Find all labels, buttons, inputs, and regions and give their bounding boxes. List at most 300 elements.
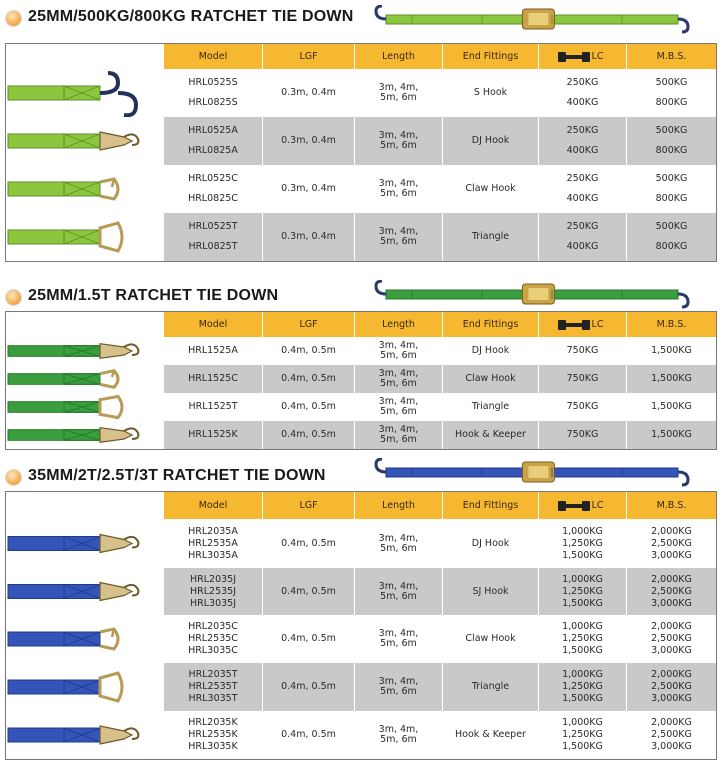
cell-models — [164, 711, 262, 759]
end-fitting-value: Triangle — [471, 401, 510, 412]
cell-lgf — [262, 365, 354, 393]
cell-end-fitting — [442, 365, 538, 393]
mbs-value: 2,000KG — [651, 717, 692, 728]
lc-bar-icon — [562, 323, 586, 327]
mbs-value: 1,500KG — [651, 429, 692, 440]
table-row — [6, 393, 716, 421]
cell-mbs — [626, 69, 716, 117]
models-value: HRL3035T — [188, 693, 238, 704]
lc-stack — [562, 669, 603, 705]
mbs-value: 500KG — [655, 173, 688, 184]
cell-length — [354, 165, 442, 213]
lc-stack — [567, 173, 599, 205]
models-stack — [188, 717, 237, 753]
ratchet-strap-banner-illustration — [372, 280, 692, 310]
mbs-value: 1,500KG — [651, 345, 692, 356]
mbs-value: 2,500KG — [651, 537, 692, 549]
cell-lgf — [262, 519, 354, 568]
header-lc-label: LC — [591, 50, 604, 62]
strap-picture — [6, 213, 164, 261]
mbs-value: 2,000KG — [651, 573, 692, 585]
lc-value: 1,000KG — [562, 717, 603, 728]
length-value: 5m, 6m — [380, 590, 417, 602]
lc-value: 400KG — [566, 241, 599, 252]
header-model-label: Model — [198, 318, 228, 330]
row-cells — [164, 365, 716, 393]
header-mbs — [626, 312, 716, 337]
claw-hook-icon — [6, 615, 162, 663]
cell-models — [164, 421, 262, 449]
table-row — [6, 711, 716, 759]
cell-lgf — [262, 421, 354, 449]
mbs-stack — [651, 429, 692, 441]
lgf-value: 0.4m, 0.5m — [281, 633, 336, 644]
strap-picture — [6, 117, 164, 165]
row-cells — [164, 117, 716, 165]
mbs-stack — [656, 173, 688, 205]
cell-mbs — [626, 615, 716, 663]
lc-value: 1,500KG — [562, 549, 603, 561]
mbs-value: 3,000KG — [651, 645, 692, 656]
row-cells — [164, 165, 716, 213]
row-cells — [164, 337, 716, 365]
length-value: 3m, 4m, — [378, 340, 419, 351]
row-cells — [164, 69, 716, 117]
models-value: HRL3035A — [188, 549, 238, 561]
models-value: HRL2035C — [188, 621, 238, 632]
models-value: HRL0825A — [188, 145, 238, 156]
models-stack — [188, 125, 238, 157]
lgf-value: 0.4m, 0.5m — [281, 373, 336, 384]
lgf-value: 0.4m, 0.5m — [281, 681, 336, 692]
lc-value: 1,500KG — [562, 693, 603, 704]
length-value: 5m, 6m — [380, 378, 417, 389]
lc-value: 1,000KG — [562, 621, 603, 632]
cell-length — [354, 213, 442, 261]
cell-models — [164, 69, 262, 117]
models-value: HRL2535J — [189, 585, 236, 597]
cell-mbs — [626, 711, 716, 759]
table-row — [6, 165, 716, 213]
models-stack — [188, 621, 238, 657]
header-lgf — [262, 312, 354, 337]
header-lgf-label: LGF — [299, 50, 318, 62]
lc-stack — [562, 621, 603, 657]
lc-stack — [562, 574, 603, 610]
models-value: HRL1525A — [188, 345, 238, 356]
cell-mbs — [626, 393, 716, 421]
cell-length — [354, 393, 442, 421]
header-end-label: End Fittings — [462, 318, 519, 330]
strap-picture — [6, 393, 164, 421]
strap-picture — [6, 421, 164, 449]
lc-stack — [567, 429, 599, 441]
end-fitting-value: Claw Hook — [465, 633, 516, 644]
lc-value: 1,250KG — [562, 633, 603, 644]
header-lc — [538, 44, 626, 69]
lc-header-wrap — [562, 319, 604, 331]
models-value: HRL2535A — [188, 537, 238, 549]
length-value: 3m, 4m, — [378, 532, 419, 544]
length-value: 3m, 4m, — [378, 628, 419, 639]
mbs-stack — [651, 621, 692, 657]
models-value: HRL2035K — [188, 717, 238, 728]
s-hook-icon — [6, 69, 162, 117]
mbs-value: 3,000KG — [651, 549, 692, 561]
cell-length — [354, 568, 442, 615]
lc-stack — [567, 77, 599, 109]
models-stack — [188, 401, 237, 413]
cell-mbs — [626, 337, 716, 365]
end-fitting-value: Claw Hook — [465, 373, 516, 384]
cell-length — [354, 337, 442, 365]
lc-stack — [567, 345, 599, 357]
cell-length — [354, 519, 442, 568]
lc-value: 1,500KG — [562, 741, 603, 752]
mbs-stack — [651, 401, 692, 413]
cell-lc — [538, 69, 626, 117]
cell-lgf — [262, 213, 354, 261]
end-fitting-value: SJ Hook — [472, 585, 509, 597]
lc-stack — [562, 717, 603, 753]
mbs-value: 2,500KG — [651, 585, 692, 597]
cell-lgf — [262, 117, 354, 165]
cell-length — [354, 365, 442, 393]
header-mbs-label: M.B.S. — [656, 318, 687, 330]
mbs-value: 2,500KG — [651, 729, 692, 740]
strap-picture — [6, 519, 164, 568]
lc-value: 1,250KG — [562, 681, 603, 692]
length-value: 5m, 6m — [380, 140, 417, 151]
lgf-value: 0.3m, 0.4m — [281, 135, 336, 146]
header-mbs — [626, 44, 716, 69]
length-value: 5m, 6m — [380, 350, 417, 361]
length-value: 5m, 6m — [380, 734, 417, 745]
lc-header-wrap — [562, 500, 604, 512]
cell-lc — [538, 365, 626, 393]
mbs-value: 3,000KG — [651, 597, 692, 609]
length-value: 5m, 6m — [380, 638, 417, 649]
cell-end-fitting — [442, 663, 538, 711]
lc-value: 400KG — [566, 193, 599, 204]
models-value: HRL2535T — [188, 681, 238, 692]
header-length-label: Length — [382, 499, 415, 511]
mbs-stack — [651, 669, 692, 705]
end-fitting-value: Claw Hook — [465, 183, 516, 194]
strap-picture — [6, 165, 164, 213]
mbs-stack — [651, 345, 692, 357]
dj-hook-icon — [6, 117, 162, 165]
end-fitting-value: Hook & Keeper — [455, 429, 526, 440]
header-lc-label: LC — [591, 499, 604, 511]
ratchet-strap-banner-illustration — [372, 458, 692, 488]
cell-lc — [538, 117, 626, 165]
mbs-stack — [656, 221, 688, 253]
models-stack — [188, 221, 237, 253]
models-value: HRL0525C — [188, 173, 238, 184]
header-lc-label: LC — [591, 318, 604, 330]
table-row — [6, 519, 716, 568]
cell-lc — [538, 663, 626, 711]
models-stack — [188, 669, 237, 705]
cell-mbs — [626, 365, 716, 393]
cell-lgf — [262, 393, 354, 421]
models-value: HRL0825S — [188, 97, 238, 108]
header-model — [164, 492, 262, 519]
header-length-label: Length — [382, 50, 415, 62]
header-blank — [6, 44, 164, 69]
cell-models — [164, 337, 262, 365]
mbs-value: 1,500KG — [651, 373, 692, 384]
strap-picture — [6, 568, 164, 615]
cell-lgf — [262, 711, 354, 759]
cell-end-fitting — [442, 69, 538, 117]
table-header-row — [6, 44, 716, 69]
header-lgf — [262, 492, 354, 519]
models-value: HRL0825C — [188, 193, 238, 204]
length-value: 3m, 4m, — [378, 424, 419, 435]
lc-stack — [567, 373, 599, 385]
cell-lc — [538, 615, 626, 663]
models-stack — [188, 345, 238, 357]
cell-end-fitting — [442, 393, 538, 421]
cell-lc — [538, 337, 626, 365]
length-value: 3m, 4m, — [378, 396, 419, 407]
cell-models — [164, 568, 262, 615]
cell-models — [164, 365, 262, 393]
table-row — [6, 117, 716, 165]
end-fitting-value: Triangle — [471, 231, 510, 242]
cell-lgf — [262, 663, 354, 711]
cell-length — [354, 421, 442, 449]
header-length — [354, 312, 442, 337]
models-stack — [188, 173, 238, 205]
cell-end-fitting — [442, 711, 538, 759]
header-lc — [538, 492, 626, 519]
section-title: 25MM/1.5T RATCHET TIE DOWN — [28, 287, 279, 304]
models-value: HRL0525T — [188, 221, 238, 232]
lgf-value: 0.4m, 0.5m — [281, 401, 336, 412]
row-cells — [164, 711, 716, 759]
mbs-value: 3,000KG — [651, 741, 692, 752]
mbs-value: 1,500KG — [651, 401, 692, 412]
lgf-value: 0.4m, 0.5m — [281, 429, 336, 440]
cell-end-fitting — [442, 337, 538, 365]
cell-end-fitting — [442, 165, 538, 213]
header-end — [442, 492, 538, 519]
header-model — [164, 312, 262, 337]
lc-value: 250KG — [566, 221, 599, 232]
cell-length — [354, 117, 442, 165]
lc-value: 750KG — [566, 429, 599, 440]
length-value: 3m, 4m, — [378, 178, 419, 189]
section-title: 35MM/2T/2.5T/3T RATCHET TIE DOWN — [28, 467, 326, 484]
table-row — [6, 663, 716, 711]
length-value: 3m, 4m, — [378, 130, 419, 141]
row-cells — [164, 393, 716, 421]
lc-value: 250KG — [566, 173, 599, 184]
header-blank — [6, 492, 164, 519]
cell-mbs — [626, 421, 716, 449]
lgf-value: 0.3m, 0.4m — [281, 231, 336, 242]
lc-value: 750KG — [566, 345, 599, 356]
cell-length — [354, 69, 442, 117]
table-row — [6, 365, 716, 393]
cell-lc — [538, 568, 626, 615]
models-stack — [188, 429, 237, 441]
cell-mbs — [626, 165, 716, 213]
cell-models — [164, 519, 262, 568]
header-end — [442, 312, 538, 337]
cell-mbs — [626, 117, 716, 165]
sj-hook-icon — [6, 568, 162, 615]
cell-models — [164, 615, 262, 663]
length-value: 5m, 6m — [380, 434, 417, 445]
lgf-value: 0.4m, 0.5m — [281, 345, 336, 356]
models-value: HRL3035C — [188, 645, 238, 656]
cell-mbs — [626, 663, 716, 711]
cell-length — [354, 615, 442, 663]
lc-value: 1,000KG — [562, 669, 603, 680]
dj-hook-icon — [6, 337, 162, 365]
lc-value: 1,250KG — [562, 537, 603, 549]
table-row — [6, 421, 716, 449]
lc-value: 750KG — [566, 401, 599, 412]
mbs-stack — [651, 574, 692, 610]
mbs-value: 500KG — [655, 125, 688, 136]
models-value: HRL2035J — [189, 573, 236, 585]
header-lc — [538, 312, 626, 337]
header-mbs-label: M.B.S. — [656, 499, 687, 511]
mbs-value: 2,500KG — [651, 681, 692, 692]
lc-value: 250KG — [566, 77, 599, 88]
header-mbs-label: M.B.S. — [656, 50, 687, 62]
lgf-value: 0.4m, 0.5m — [281, 537, 336, 549]
length-value: 3m, 4m, — [378, 82, 419, 93]
mbs-value: 800KG — [655, 241, 688, 252]
length-value: 3m, 4m, — [378, 368, 419, 379]
end-fitting-value: DJ Hook — [471, 537, 510, 549]
spec-table — [5, 491, 717, 760]
models-value: HRL0525S — [188, 77, 238, 88]
length-value: 5m, 6m — [380, 542, 417, 554]
models-value: HRL1525C — [188, 373, 238, 384]
end-fitting-value: Triangle — [471, 681, 510, 692]
row-cells — [164, 213, 716, 261]
strap-picture — [6, 615, 164, 663]
lc-value: 1,250KG — [562, 585, 603, 597]
mbs-value: 800KG — [655, 145, 688, 156]
models-value: HRL2035A — [188, 525, 238, 537]
models-value: HRL2535K — [188, 729, 238, 740]
row-cells — [164, 615, 716, 663]
hook-keeper-icon — [6, 421, 162, 449]
dj-hook-icon — [6, 519, 162, 568]
cell-models — [164, 393, 262, 421]
hook-keeper-icon — [6, 711, 162, 759]
length-value: 3m, 4m, — [378, 676, 419, 687]
cell-lc — [538, 711, 626, 759]
lc-stack — [567, 125, 599, 157]
spec-table — [5, 43, 717, 262]
cell-models — [164, 165, 262, 213]
cell-end-fitting — [442, 213, 538, 261]
claw-hook-icon — [6, 365, 162, 393]
lc-value: 750KG — [566, 373, 599, 384]
mbs-value: 800KG — [655, 193, 688, 204]
cell-end-fitting — [442, 615, 538, 663]
length-value: 5m, 6m — [380, 92, 417, 103]
header-blank — [6, 312, 164, 337]
end-fitting-value: DJ Hook — [471, 345, 510, 356]
header-cells — [164, 312, 716, 337]
length-value: 3m, 4m, — [378, 724, 419, 735]
models-value: HRL1525T — [188, 401, 238, 412]
cell-lgf — [262, 337, 354, 365]
lc-bar-icon — [562, 504, 586, 508]
end-fitting-value: DJ Hook — [471, 135, 510, 146]
orange-bullet-icon — [6, 11, 21, 26]
cell-models — [164, 117, 262, 165]
mbs-stack — [651, 526, 692, 562]
header-end — [442, 44, 538, 69]
cell-mbs — [626, 568, 716, 615]
cell-lgf — [262, 165, 354, 213]
length-value: 3m, 4m, — [378, 580, 419, 592]
cell-lc — [538, 165, 626, 213]
row-cells — [164, 421, 716, 449]
models-stack — [190, 574, 236, 610]
header-cells — [164, 44, 716, 69]
mbs-stack — [651, 373, 692, 385]
cell-lgf — [262, 615, 354, 663]
mbs-value: 2,000KG — [651, 669, 692, 680]
models-value: HRL1525K — [188, 429, 238, 440]
cell-length — [354, 663, 442, 711]
orange-bullet-icon — [6, 290, 21, 305]
mbs-stack — [656, 125, 688, 157]
table-row — [6, 213, 716, 261]
models-value: HRL3035K — [188, 741, 238, 752]
end-fitting-value: Hook & Keeper — [455, 729, 526, 740]
mbs-value: 2,000KG — [651, 525, 692, 537]
mbs-value: 2,500KG — [651, 633, 692, 644]
header-lgf-label: LGF — [299, 318, 318, 330]
cell-lc — [538, 393, 626, 421]
header-lgf-label: LGF — [299, 499, 318, 511]
lc-stack — [567, 401, 599, 413]
header-model-label: Model — [198, 499, 228, 511]
cell-end-fitting — [442, 568, 538, 615]
triangle-ring-icon — [6, 663, 162, 711]
triangle-ring-icon — [6, 393, 162, 421]
strap-picture — [6, 365, 164, 393]
header-lgf — [262, 44, 354, 69]
table-row — [6, 69, 716, 117]
header-mbs — [626, 492, 716, 519]
cell-mbs — [626, 519, 716, 568]
header-model — [164, 44, 262, 69]
cell-end-fitting — [442, 519, 538, 568]
row-cells — [164, 519, 716, 568]
length-value: 5m, 6m — [380, 686, 417, 697]
row-cells — [164, 568, 716, 615]
lc-value: 400KG — [566, 145, 599, 156]
cell-lgf — [262, 69, 354, 117]
lc-header-wrap — [562, 51, 604, 63]
models-value: HRL3035J — [189, 597, 236, 609]
table-header-row — [6, 492, 716, 519]
